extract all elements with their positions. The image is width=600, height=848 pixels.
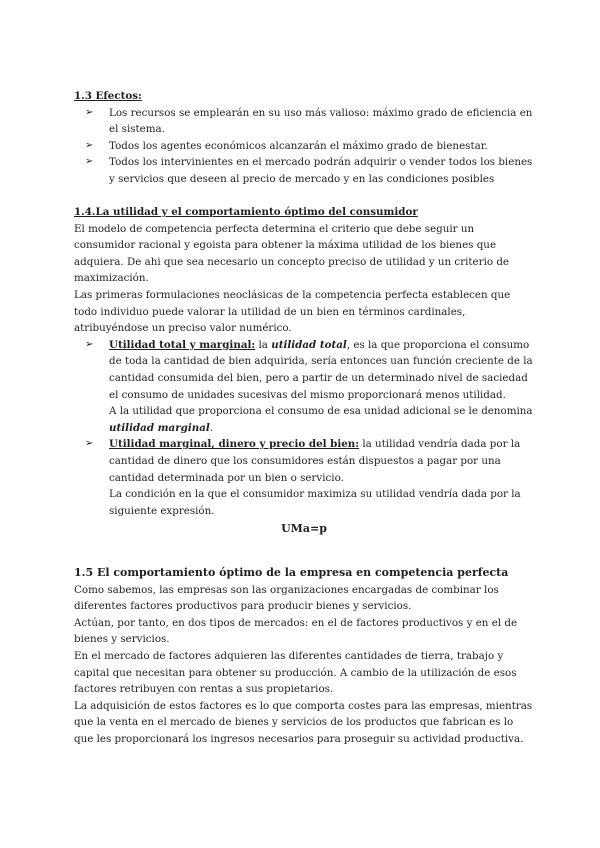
paragraph: El modelo de competencia perfecta determina el criterio que debe seguir un consumidor racional y egoista para obtener la máxima utilidad de los bienes que adquiera. De ahi que sea necesario un concepto preciso de utilidad y un criterio de maximización. [74, 222, 510, 285]
section-1-4 [74, 204, 534, 538]
section-heading: 1.5 El comportamiento óptimo de la empresa en competencia perfecta [74, 566, 509, 579]
list-item [74, 337, 534, 437]
item-text: la utilidad vendría dada por la cantidad de dinero que los consumidores están dispuestos a pagar por una cantidad determinada por un bien o servicio. [109, 438, 521, 484]
list-item [74, 138, 534, 155]
item-text: La condición en la que el consumidor maximiza su utilidad vendría dada por la siguiente expresión. [109, 488, 521, 517]
arrow-bullet-icon: ➢ [85, 156, 94, 168]
arrow-bullet-icon: ➢ [85, 438, 94, 450]
item-text: , es la que proporciona el consumo de toda la cantidad de bien adquirida, sería entonces uan función creciente de la cantidad consumida del bien, pero a partir de un determinado nivel de saciedad el consumo de unidades sucesivas del mismo proporcionará menos utilidad. [109, 338, 533, 401]
section-heading: 1.4.La utilidad y el comportamiento óptimo del consumidor [74, 206, 418, 218]
arrow-bullet-icon: ➢ [85, 338, 94, 350]
paragraph: En el mercado de factores adquieren las diferentes cantidades de tierra, trabajo y capital que necesitan para obtener su producción. A cambio de la utilización de esos factores retribuyen con rentas a sus propietarios. [74, 649, 517, 696]
item-lead: Utilidad marginal, dinero y precio del bien: [109, 438, 360, 451]
paragraph: Como sabemos, las empresas son las organizaciones encargadas de combinar los diferentes factores productivos para producir bienes y servicios. [74, 583, 499, 613]
item-text: . [209, 421, 214, 434]
paragraph: La adquisición de estos factores es lo que comporta costes para las empresas, mientras que la venta en el mercado de bienes y servicios de los productos que fabrican es lo que les proporcionará los ingresos necesarios para proseguir su actividad productiva. [74, 699, 533, 745]
list-item [74, 436, 534, 519]
emphasis-term: utilidad marginal [109, 421, 210, 434]
item-text: A la utilidad que proporciona el consumo de esa unidad adicional se le denomina [109, 405, 533, 418]
effects-list [74, 105, 534, 188]
list-item-text: Todos los agentes económicos alcanzarán el máximo grado de bienestar. [109, 139, 488, 152]
paragraph: Las primeras formulaciones neoclásicas de la competencia perfecta establecen que todo individuo puede valorar la utilidad de un bien en términos cardinales, atribuyéndose un preciso valor numérico. [74, 288, 511, 335]
item-lead: Utilidad total y marginal: [109, 338, 256, 351]
paragraph: Actúan, por tanto, en dos tipos de mercados: en el de factores productivos y en el de bienes y servicios. [74, 616, 518, 646]
arrow-bullet-icon: ➢ [85, 139, 94, 151]
emphasis-term: utilidad total [271, 338, 347, 351]
section-1-5 [74, 565, 534, 748]
section-1-3 [74, 88, 534, 188]
list-item-text: Todos los intervinientes en el mercado podrán adquirir o vender todos los bienes y servicios que deseen al precio de mercado y en las condiciones posibles [109, 156, 533, 185]
utility-list [74, 337, 534, 520]
section-heading: 1.3 Efectos: [74, 90, 142, 102]
item-text: la [255, 338, 272, 351]
list-item [74, 105, 534, 138]
arrow-bullet-icon: ➢ [85, 106, 94, 118]
list-item [74, 154, 534, 187]
formula: UMa=p [281, 522, 327, 536]
list-item-text: Los recursos se emplearán en su uso más valioso: máximo grado de eficiencia en el sistema. [109, 106, 533, 136]
